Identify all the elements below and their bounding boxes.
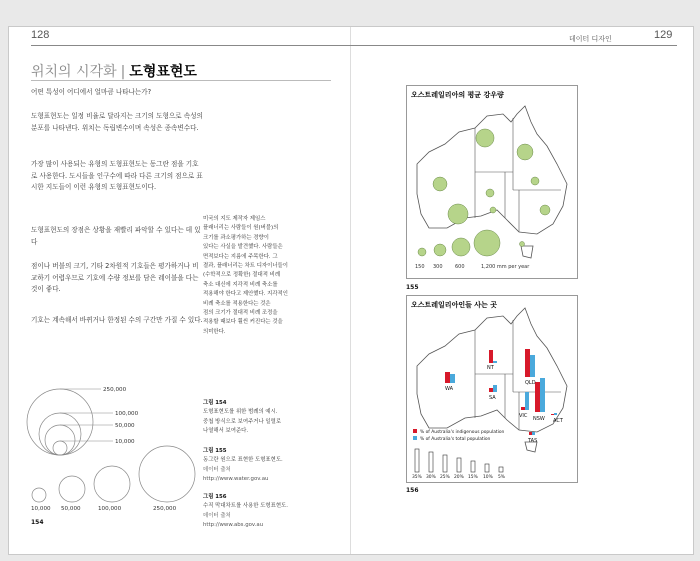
bar-vic-total [525,392,529,410]
nested-label-10000: 10,000 [115,439,135,445]
bar-vic-indigenous [521,407,525,410]
state-label-tas: TAS [528,438,538,444]
caption-line: 수직 막대차트를 사용한 도형표현도. [203,503,288,510]
title-main: 도형표현도 [129,64,197,80]
figure-155-title: 오스트레일리아의 평균 강우량 [411,91,504,99]
figure-156-number: 156 [406,487,419,494]
bar-nsw-indigenous [535,382,540,412]
title-prefix: 위치의 시각화 [31,64,117,80]
scale-label: 15% [468,475,478,480]
sidebar-line: 미국의 지도 제작자 제임스 [203,216,266,222]
state-label-qld: QLD [525,380,536,386]
bar-nsw-total [540,378,545,412]
legend-circle-250000 [27,389,93,455]
section-label: 데이터 디자인 [569,35,612,43]
page-title [31,61,197,81]
sidebar-line: 의미한다. [203,328,226,335]
legend-label-indigenous: % of Australia's indigenous population [420,430,505,435]
header-rule [351,45,677,46]
row-label-100000: 100,000 [98,506,122,512]
right-page [351,27,693,554]
legend-circle-10000 [53,441,67,455]
scale-label: 5% [498,475,505,480]
sidebar-line: 비례 축소를 적용한다는 것은 [203,300,271,307]
sidebar-line: 있다는 사실을 발견했다. 사람들은 [203,244,283,251]
row-label-50000: 50,000 [61,506,81,512]
caption-line: 나열해서 보여준다. [203,428,249,435]
paragraph-symbols: 기호는 계속해서 바뀌거나 한정된 수의 구간만 가질 수 있다. [31,316,203,324]
sidebar-line: 결과, 플래너리는 차트 디자이너들이 [203,263,288,270]
figure-156-box [406,295,578,483]
legend-circle-100000 [39,413,81,455]
bar-nt-indigenous [489,350,493,363]
sidebar-line: 크기를 과소평가하는 경향이 [203,234,269,241]
bar-qld-total [530,355,535,377]
nested-label-100000: 100,000 [115,411,139,417]
legend-leader-lines [60,389,113,441]
population-legend [413,429,505,442]
bar-wa-indigenous [445,372,450,383]
caption-154 [203,399,343,437]
rain-legend-150: 150 [415,264,425,270]
caption-source: 데이터 출처 [203,466,231,473]
population-map [407,296,577,482]
left-page [9,27,351,554]
state-label-wa: WA [445,386,454,392]
sidebar-line: 적용할 때보다 훨씬 커진다는 것을 [203,319,283,326]
caption-heading: 그림 155 [203,448,227,454]
figure-155-box [406,85,578,279]
caption-line: 도형표현도를 위한 범례의 예시. [203,409,278,416]
scale-label: 20% [454,475,464,480]
state-label-vic: VIC [519,413,528,419]
caption-url: http://www.abs.gov.au [203,522,264,529]
row-label-250000: 250,000 [153,506,177,512]
bar-scale [415,449,503,472]
header-rule [31,45,351,46]
bar-scale-labels [412,474,505,480]
caption-155 [203,447,343,485]
rain-legend-600: 600 [455,264,465,270]
legend-swatch-indigenous [413,429,417,433]
caption-source: 데이터 출처 [203,512,231,519]
state-label-act: ACT [553,418,563,424]
title-separator: | [120,64,126,80]
rain-legend-300: 300 [433,264,443,270]
caption-heading: 그림 154 [203,400,227,406]
title-rule [31,80,331,81]
rain-legend-1200: 1,200 mm per year [481,264,530,270]
right-page-number: 129 [654,29,673,41]
paragraph-question: 어떤 특성이 어디에서 얼마큼 나타나는가? [31,88,152,96]
paragraph-advantage: 도형표현도의 장점은 상황을 재빨리 파악할 수 있다는 데 있다 [31,226,201,246]
row-label-10000: 10,000 [31,506,51,512]
sidebar-line: (수학적으로 정확한) 절대적 비례 [203,272,281,279]
sidebar-line: 면적보다는 지름에 주목한다. 그 [203,253,278,260]
caption-156 [203,493,343,531]
legend-circle-50000 [45,425,75,455]
paragraph-dot-type: 가장 많이 사용되는 유형의 도형표현도는 동그란 점을 기호로 사용한다. 도시들을 인구수에 따라 다른 크기의 점으로 표시한 지도들이 이런 유형의 도형표현도이다. [31,160,203,192]
bar-act-indigenous [551,414,554,415]
rainfall-legend [418,230,500,256]
bar-qld-indigenous [525,349,530,377]
bar-tas-indigenous [529,432,532,435]
scale-label: 30% [426,475,436,480]
nested-label-250000: 250,000 [103,387,127,393]
paragraph-definition: 도형표현도는 일정 비율로 달라지는 크기의 도형으로 속성의 분포를 나타낸다. 위치는 독립변수이며 속성은 종속변수다. [31,112,203,132]
book-spread [8,26,694,555]
circle-legend-figure [9,357,199,517]
paragraph-labels: 점이나 버블의 크기, 기타 2차원적 기호들은 평가하거나 비교하기 어렵우므로 기호에 수량 정보를 담은 레이블을 다는 것이 좋다. [31,262,199,294]
rainfall-map [407,86,577,278]
scale-label: 25% [440,475,450,480]
legend-swatch-total [413,436,417,440]
bar-sa-indigenous [489,388,493,392]
state-label-sa: SA [489,395,496,401]
legend-label-total: % of Australia's total population [420,437,491,442]
left-page-number: 128 [31,29,50,41]
bar-tas-total [532,432,535,435]
figure-154-number: 154 [31,519,44,526]
nested-label-50000: 50,000 [115,423,135,429]
caption-url: http://www.water.gov.au [203,476,269,483]
sidebar-line: 축소 대신에 지각적 비례 축소를 [203,281,278,288]
sidebar-line: 플래너리는 사람들이 원(버블)의 [203,225,279,232]
sidebar-line: 점의 크기가 절대적 비례 조정을 [203,310,278,317]
caption-line: 동그란 원으로 표현한 도형표현도. [203,457,283,464]
caption-line: 중첩 방식으로 보여주거나 일렬로 [203,418,282,425]
figure-155-number: 155 [406,284,419,291]
state-label-nsw: NSW [533,416,545,422]
figure-156-title: 오스트레일리아인들 사는 곳 [411,301,498,309]
nested-circle-legend [27,389,93,455]
bar-sa-total [493,385,497,392]
bar-act-total [554,413,557,415]
caption-heading: 그림 156 [203,494,227,500]
sidebar-note [203,215,343,337]
bar-wa-total [450,374,455,383]
sidebar-line: 적용해야 한다고 제안했다. 지각적인 [203,291,288,298]
scale-label: 35% [412,475,422,480]
scale-label: 10% [483,475,493,480]
bar-nt-total [493,361,497,363]
state-label-nt: NT [487,365,494,371]
